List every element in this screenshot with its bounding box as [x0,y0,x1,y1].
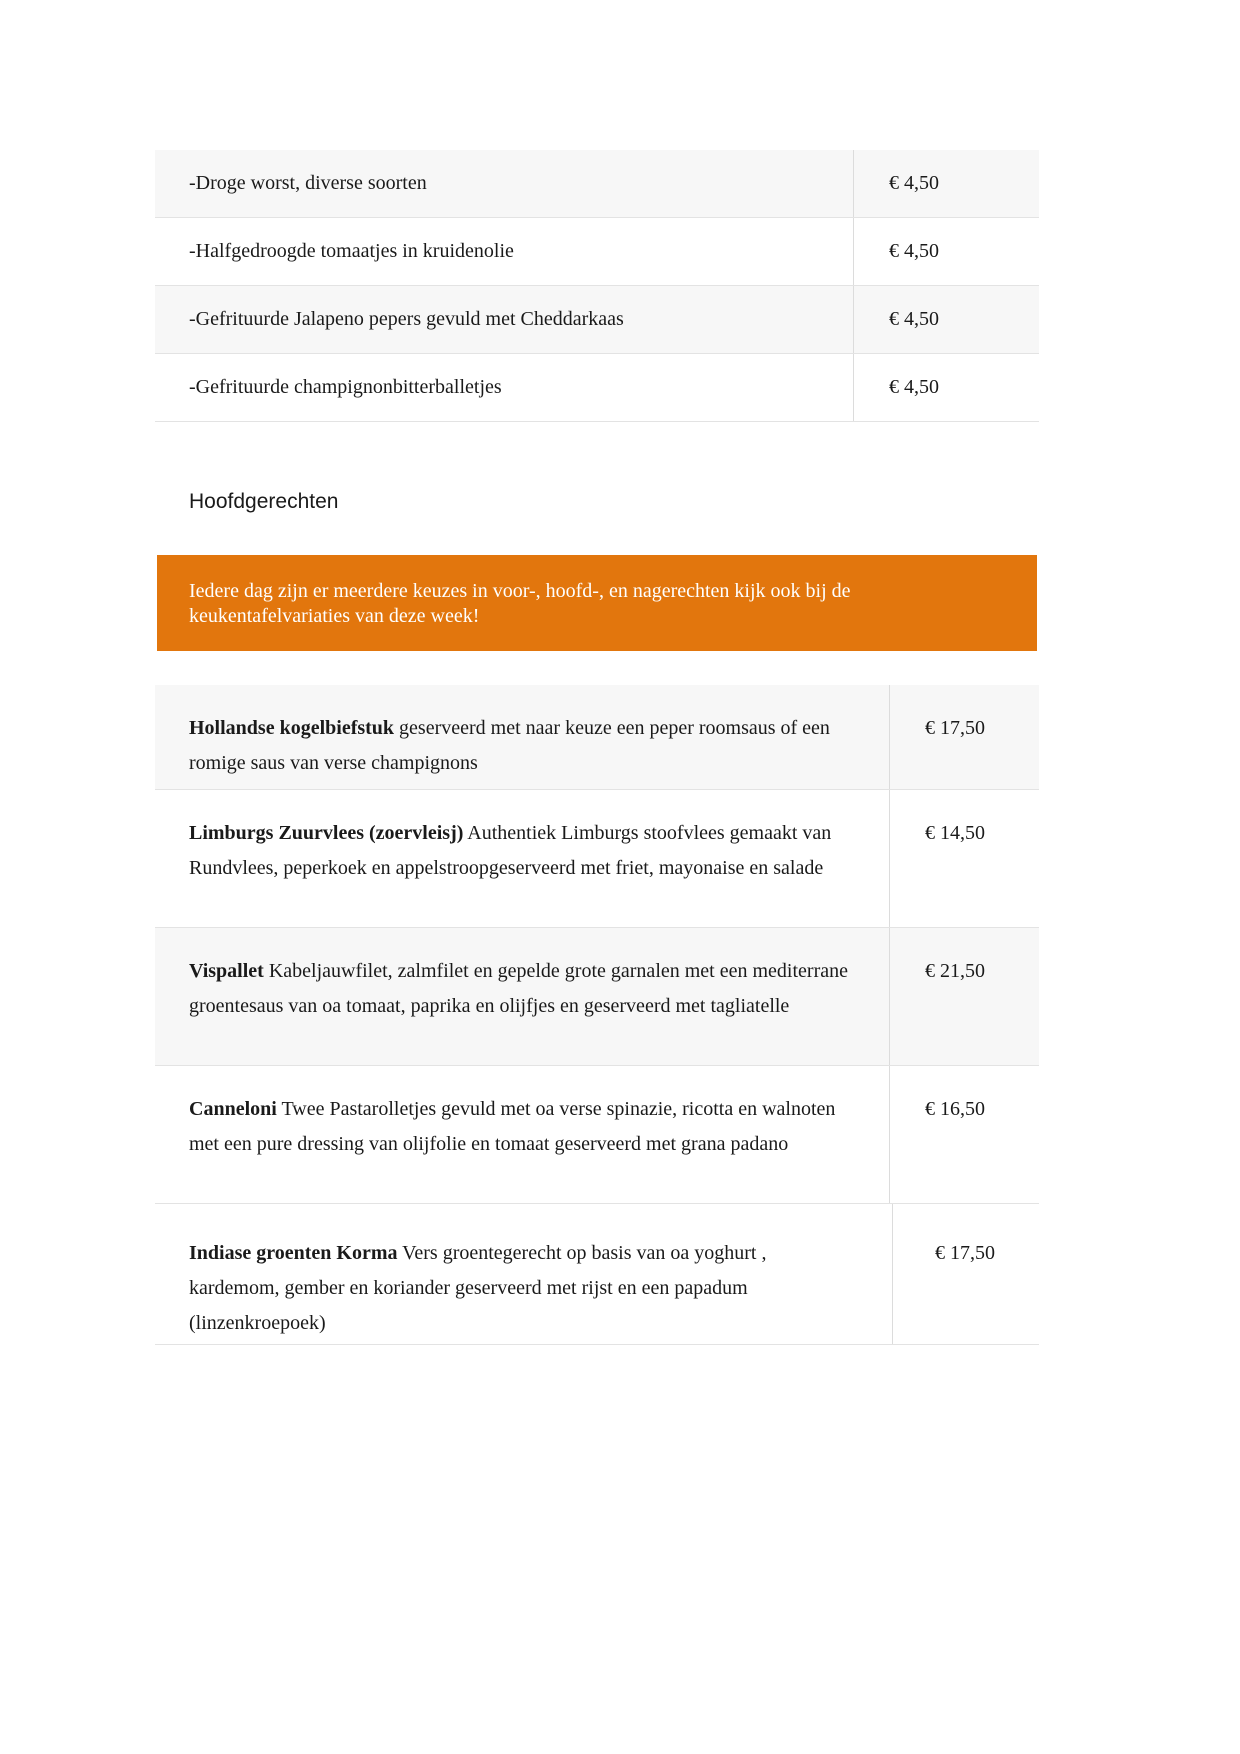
snack-row [155,218,1039,286]
dish-text: Authentiek Limburgs stoofvlees gemaakt van Rundvlees, peperkoek en appelstroopgeserveerd met friet, mayonaise en salade [189,822,832,879]
dish-row [155,928,1039,1066]
dish-description [155,1066,889,1203]
snack-price: € 4,50 [853,150,1039,217]
dish-price: € 21,50 [889,928,1039,1065]
dish-price: € 17,50 [892,1204,1039,1344]
snack-price: € 4,50 [853,354,1039,421]
dish-row [155,1204,1039,1345]
dish-title: Indiase groenten Korma [189,1242,398,1264]
dish-price: € 17,50 [889,685,1039,789]
snack-table [155,150,1039,422]
dish-text: geserveerd met naar keuze een peper roomsaus of een romige saus van verse champignons [189,717,830,774]
snack-price: € 4,50 [853,218,1039,285]
snack-name: -Droge worst, diverse soorten [189,172,427,194]
snack-name: -Halfgedroogde tomaatjes in kruidenolie [189,240,514,262]
dish-description [155,1204,892,1344]
dish-text: Twee Pastarolletjes gevuld met oa verse spinazie, ricotta en walnoten met een pure dressing van olijfolie en tomaat geserveerd met grana padano [189,1098,836,1155]
snack-name: -Gefrituurde champignonbitterballetjes [189,376,502,398]
notice-banner: Iedere dag zijn er meerdere keuzes in voor-, hoofd-, en nagerechten kijk ook bij de keukentafelvariaties van deze week! [157,555,1037,651]
dish-row [155,1066,1039,1204]
dish-price: € 16,50 [889,1066,1039,1203]
dish-title: Vispallet [189,960,264,982]
dish-row [155,685,1039,790]
dish-table [155,685,1039,1345]
dish-title: Hollandse kogelbiefstuk [189,717,395,739]
dish-description [155,685,889,789]
snack-row [155,354,1039,422]
dish-description [155,790,889,927]
snack-row [155,150,1039,218]
dish-description [155,928,889,1065]
dish-text: Kabeljauwfilet, zalmfilet en gepelde grote garnalen met een mediterrane groentesaus van oa tomaat, paprika en olijfjes en geserveerd met tagliatelle [189,960,848,1017]
dish-title: Limburgs Zuurvlees (zoervleisj) [189,822,464,844]
dish-title: Canneloni [189,1098,277,1120]
snack-name: -Gefrituurde Jalapeno pepers gevuld met Cheddarkaas [189,308,624,330]
snack-row [155,286,1039,354]
dish-price: € 14,50 [889,790,1039,927]
dish-text: Vers groentegerecht op basis van oa yoghurt , kardemom, gember en koriander geserveerd met rijst en een papadum (linzenkroepoek) [189,1242,767,1334]
dish-row [155,790,1039,928]
section-title: Hoofdgerechten [189,490,339,513]
snack-price: € 4,50 [853,286,1039,353]
